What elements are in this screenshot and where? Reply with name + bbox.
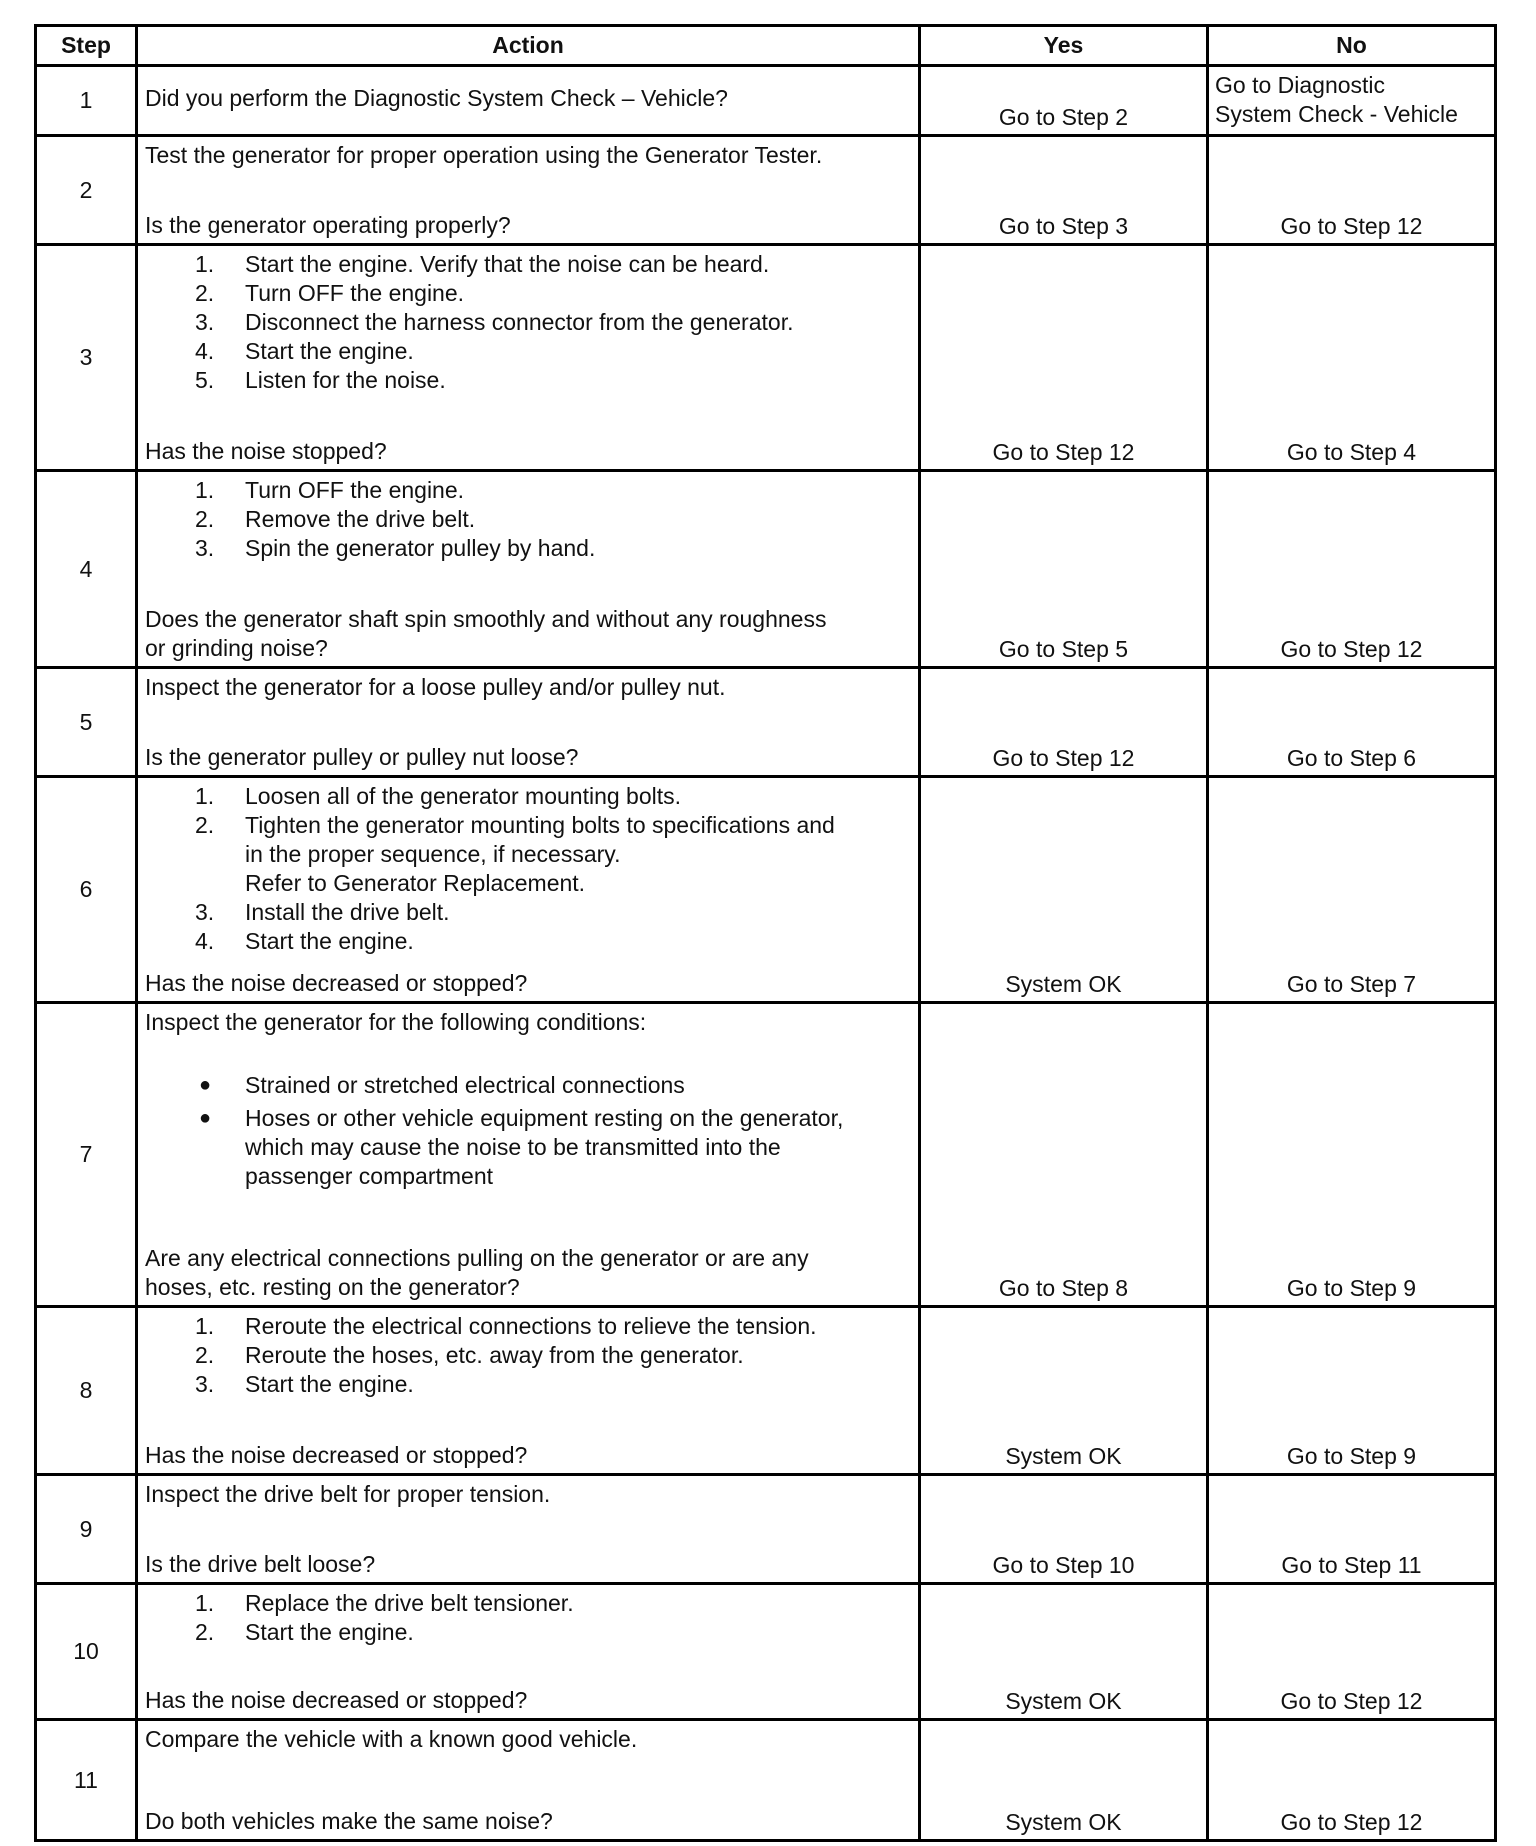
item-text: Start the engine. xyxy=(245,338,414,364)
header-no: No xyxy=(1208,26,1496,66)
item-text: Reroute the electrical connections to relieve the tension. xyxy=(245,1313,817,1339)
action-cell xyxy=(137,1584,920,1720)
numbered-item xyxy=(145,1370,912,1399)
action-question: Is the generator operating properly? xyxy=(145,212,511,238)
no-result: Go to Step 12 xyxy=(1208,136,1496,245)
action-cell xyxy=(137,1720,920,1841)
action-cell xyxy=(137,668,920,777)
table-row xyxy=(36,777,1496,1003)
numbered-item xyxy=(145,308,912,337)
numbered-item xyxy=(145,250,912,279)
item-text: Install the drive belt. xyxy=(245,899,450,925)
action-question: Is the generator pulley or pulley nut loose? xyxy=(145,744,579,770)
numbered-item xyxy=(145,534,912,563)
bullet-item xyxy=(145,1104,912,1191)
action-cell xyxy=(137,471,920,668)
item-number: 1. xyxy=(195,1590,215,1616)
step-number: 9 xyxy=(36,1475,137,1584)
item-number: 2. xyxy=(195,506,215,532)
step-number: 8 xyxy=(36,1307,137,1475)
action-question: Do both vehicles make the same noise? xyxy=(145,1808,553,1834)
action-cell xyxy=(137,136,920,245)
table-header-row xyxy=(36,26,1496,66)
table-row xyxy=(36,471,1496,668)
item-text: Disconnect the harness connector from the generator. xyxy=(245,309,794,335)
step-number: 5 xyxy=(36,668,137,777)
item-text: Start the engine. Verify that the noise can be heard. xyxy=(245,251,770,277)
numbered-item xyxy=(145,366,912,395)
action-cell xyxy=(137,1307,920,1475)
step-number: 11 xyxy=(36,1720,137,1841)
header-yes: Yes xyxy=(920,26,1208,66)
action-cell xyxy=(137,66,920,136)
yes-result: System OK xyxy=(920,777,1208,1003)
table-row xyxy=(36,1720,1496,1841)
item-text: Replace the drive belt tensioner. xyxy=(245,1590,574,1616)
bullet-icon: ● xyxy=(199,1107,212,1129)
step-number: 1 xyxy=(36,66,137,136)
item-text: Start the engine. xyxy=(245,1619,414,1645)
item-number: 3. xyxy=(195,1371,215,1397)
item-number: 4. xyxy=(195,338,215,364)
table-row xyxy=(36,1003,1496,1307)
yes-result: Go to Step 12 xyxy=(920,245,1208,471)
action-question: Are any electrical connections pulling on the generator or are any hoses, etc. resting on the generator? xyxy=(145,1245,809,1300)
action-question: Has the noise decreased or stopped? xyxy=(145,1442,528,1468)
action-question: Has the noise decreased or stopped? xyxy=(145,970,528,996)
table-row xyxy=(36,1307,1496,1475)
yes-result: Go to Step 2 xyxy=(920,66,1208,136)
item-text: Turn OFF the engine. xyxy=(245,477,465,503)
header-step: Step xyxy=(36,26,137,66)
item-text: Tighten the generator mounting bolts to specifications and in the proper sequence, if necessary. Refer to Generator Replacement. xyxy=(245,812,835,896)
action-instruction: Inspect the generator for the following conditions: xyxy=(145,1009,647,1035)
item-text: Remove the drive belt. xyxy=(245,506,476,532)
bullet-item xyxy=(145,1071,912,1100)
yes-result: System OK xyxy=(920,1720,1208,1841)
numbered-item xyxy=(145,1341,912,1370)
no-result: Go to Step 6 xyxy=(1208,668,1496,777)
item-text: Loosen all of the generator mounting bolts. xyxy=(245,783,682,809)
item-number: 1. xyxy=(195,477,215,503)
item-number: 2. xyxy=(195,1342,215,1368)
table-row xyxy=(36,668,1496,777)
table-row xyxy=(36,66,1496,136)
numbered-item xyxy=(145,811,912,898)
bullet-text: Hoses or other vehicle equipment resting on the generator, which may cause the noise to be transmitted into the passenger compartment xyxy=(245,1105,844,1189)
action-question: Has the noise stopped? xyxy=(145,438,387,464)
action-instruction: Test the generator for proper operation using the Generator Tester. xyxy=(145,142,823,168)
action-cell xyxy=(137,777,920,1003)
item-number: 3. xyxy=(195,309,215,335)
numbered-item xyxy=(145,476,912,505)
action-instruction: Did you perform the Diagnostic System Check – Vehicle? xyxy=(145,85,728,111)
no-result: Go to Step 12 xyxy=(1208,1720,1496,1841)
numbered-item xyxy=(145,1618,912,1647)
action-cell xyxy=(137,245,920,471)
yes-result: Go to Step 10 xyxy=(920,1475,1208,1584)
step-number: 2 xyxy=(36,136,137,245)
numbered-item xyxy=(145,505,912,534)
item-number: 1. xyxy=(195,783,215,809)
item-text: Spin the generator pulley by hand. xyxy=(245,535,596,561)
action-instruction: Inspect the generator for a loose pulley and/or pulley nut. xyxy=(145,674,726,700)
step-number: 10 xyxy=(36,1584,137,1720)
yes-result: System OK xyxy=(920,1584,1208,1720)
no-result: Go to Step 9 xyxy=(1208,1307,1496,1475)
table-row xyxy=(36,1475,1496,1584)
action-question: Is the drive belt loose? xyxy=(145,1551,376,1577)
yes-result: Go to Step 3 xyxy=(920,136,1208,245)
step-number: 4 xyxy=(36,471,137,668)
item-number: 5. xyxy=(195,367,215,393)
numbered-item xyxy=(145,1312,912,1341)
table-row xyxy=(36,245,1496,471)
numbered-item xyxy=(145,898,912,927)
item-number: 1. xyxy=(195,251,215,277)
item-text: Start the engine. xyxy=(245,1371,414,1397)
item-number: 2. xyxy=(195,280,215,306)
no-result: Go to Step 11 xyxy=(1208,1475,1496,1584)
bullet-text: Strained or stretched electrical connections xyxy=(245,1072,685,1098)
numbered-item xyxy=(145,782,912,811)
item-text: Turn OFF the engine. xyxy=(245,280,465,306)
action-question: Has the noise decreased or stopped? xyxy=(145,1687,528,1713)
item-number: 1. xyxy=(195,1313,215,1339)
item-text: Reroute the hoses, etc. away from the generator. xyxy=(245,1342,744,1368)
step-number: 6 xyxy=(36,777,137,1003)
no-result: Go to Step 4 xyxy=(1208,245,1496,471)
step-number: 3 xyxy=(36,245,137,471)
item-number: 2. xyxy=(195,1619,215,1645)
step-number: 7 xyxy=(36,1003,137,1307)
action-cell xyxy=(137,1003,920,1307)
diagnostic-table xyxy=(34,24,1497,1842)
item-number: 3. xyxy=(195,899,215,925)
numbered-item xyxy=(145,927,912,956)
no-result: Go to Step 9 xyxy=(1208,1003,1496,1307)
table-row xyxy=(36,136,1496,245)
item-number: 2. xyxy=(195,812,215,838)
item-text: Start the engine. xyxy=(245,928,414,954)
action-question: Does the generator shaft spin smoothly and without any roughness or grinding noise? xyxy=(145,606,827,661)
numbered-item xyxy=(145,279,912,308)
no-result: Go to Step 12 xyxy=(1208,471,1496,668)
no-result: Go to Step 12 xyxy=(1208,1584,1496,1720)
numbered-item xyxy=(145,337,912,366)
item-number: 3. xyxy=(195,535,215,561)
action-cell xyxy=(137,1475,920,1584)
yes-result: Go to Step 5 xyxy=(920,471,1208,668)
yes-result: Go to Step 8 xyxy=(920,1003,1208,1307)
bullet-icon: ● xyxy=(199,1074,212,1096)
action-instruction: Inspect the drive belt for proper tension. xyxy=(145,1481,551,1507)
action-instruction: Compare the vehicle with a known good vehicle. xyxy=(145,1726,638,1752)
numbered-item xyxy=(145,1589,912,1618)
yes-result: System OK xyxy=(920,1307,1208,1475)
item-number: 4. xyxy=(195,928,215,954)
no-result: Go to Diagnostic System Check - Vehicle xyxy=(1208,66,1496,136)
item-text: Listen for the noise. xyxy=(245,367,446,393)
no-result: Go to Step 7 xyxy=(1208,777,1496,1003)
header-action: Action xyxy=(137,26,920,66)
yes-result: Go to Step 12 xyxy=(920,668,1208,777)
table-row xyxy=(36,1584,1496,1720)
